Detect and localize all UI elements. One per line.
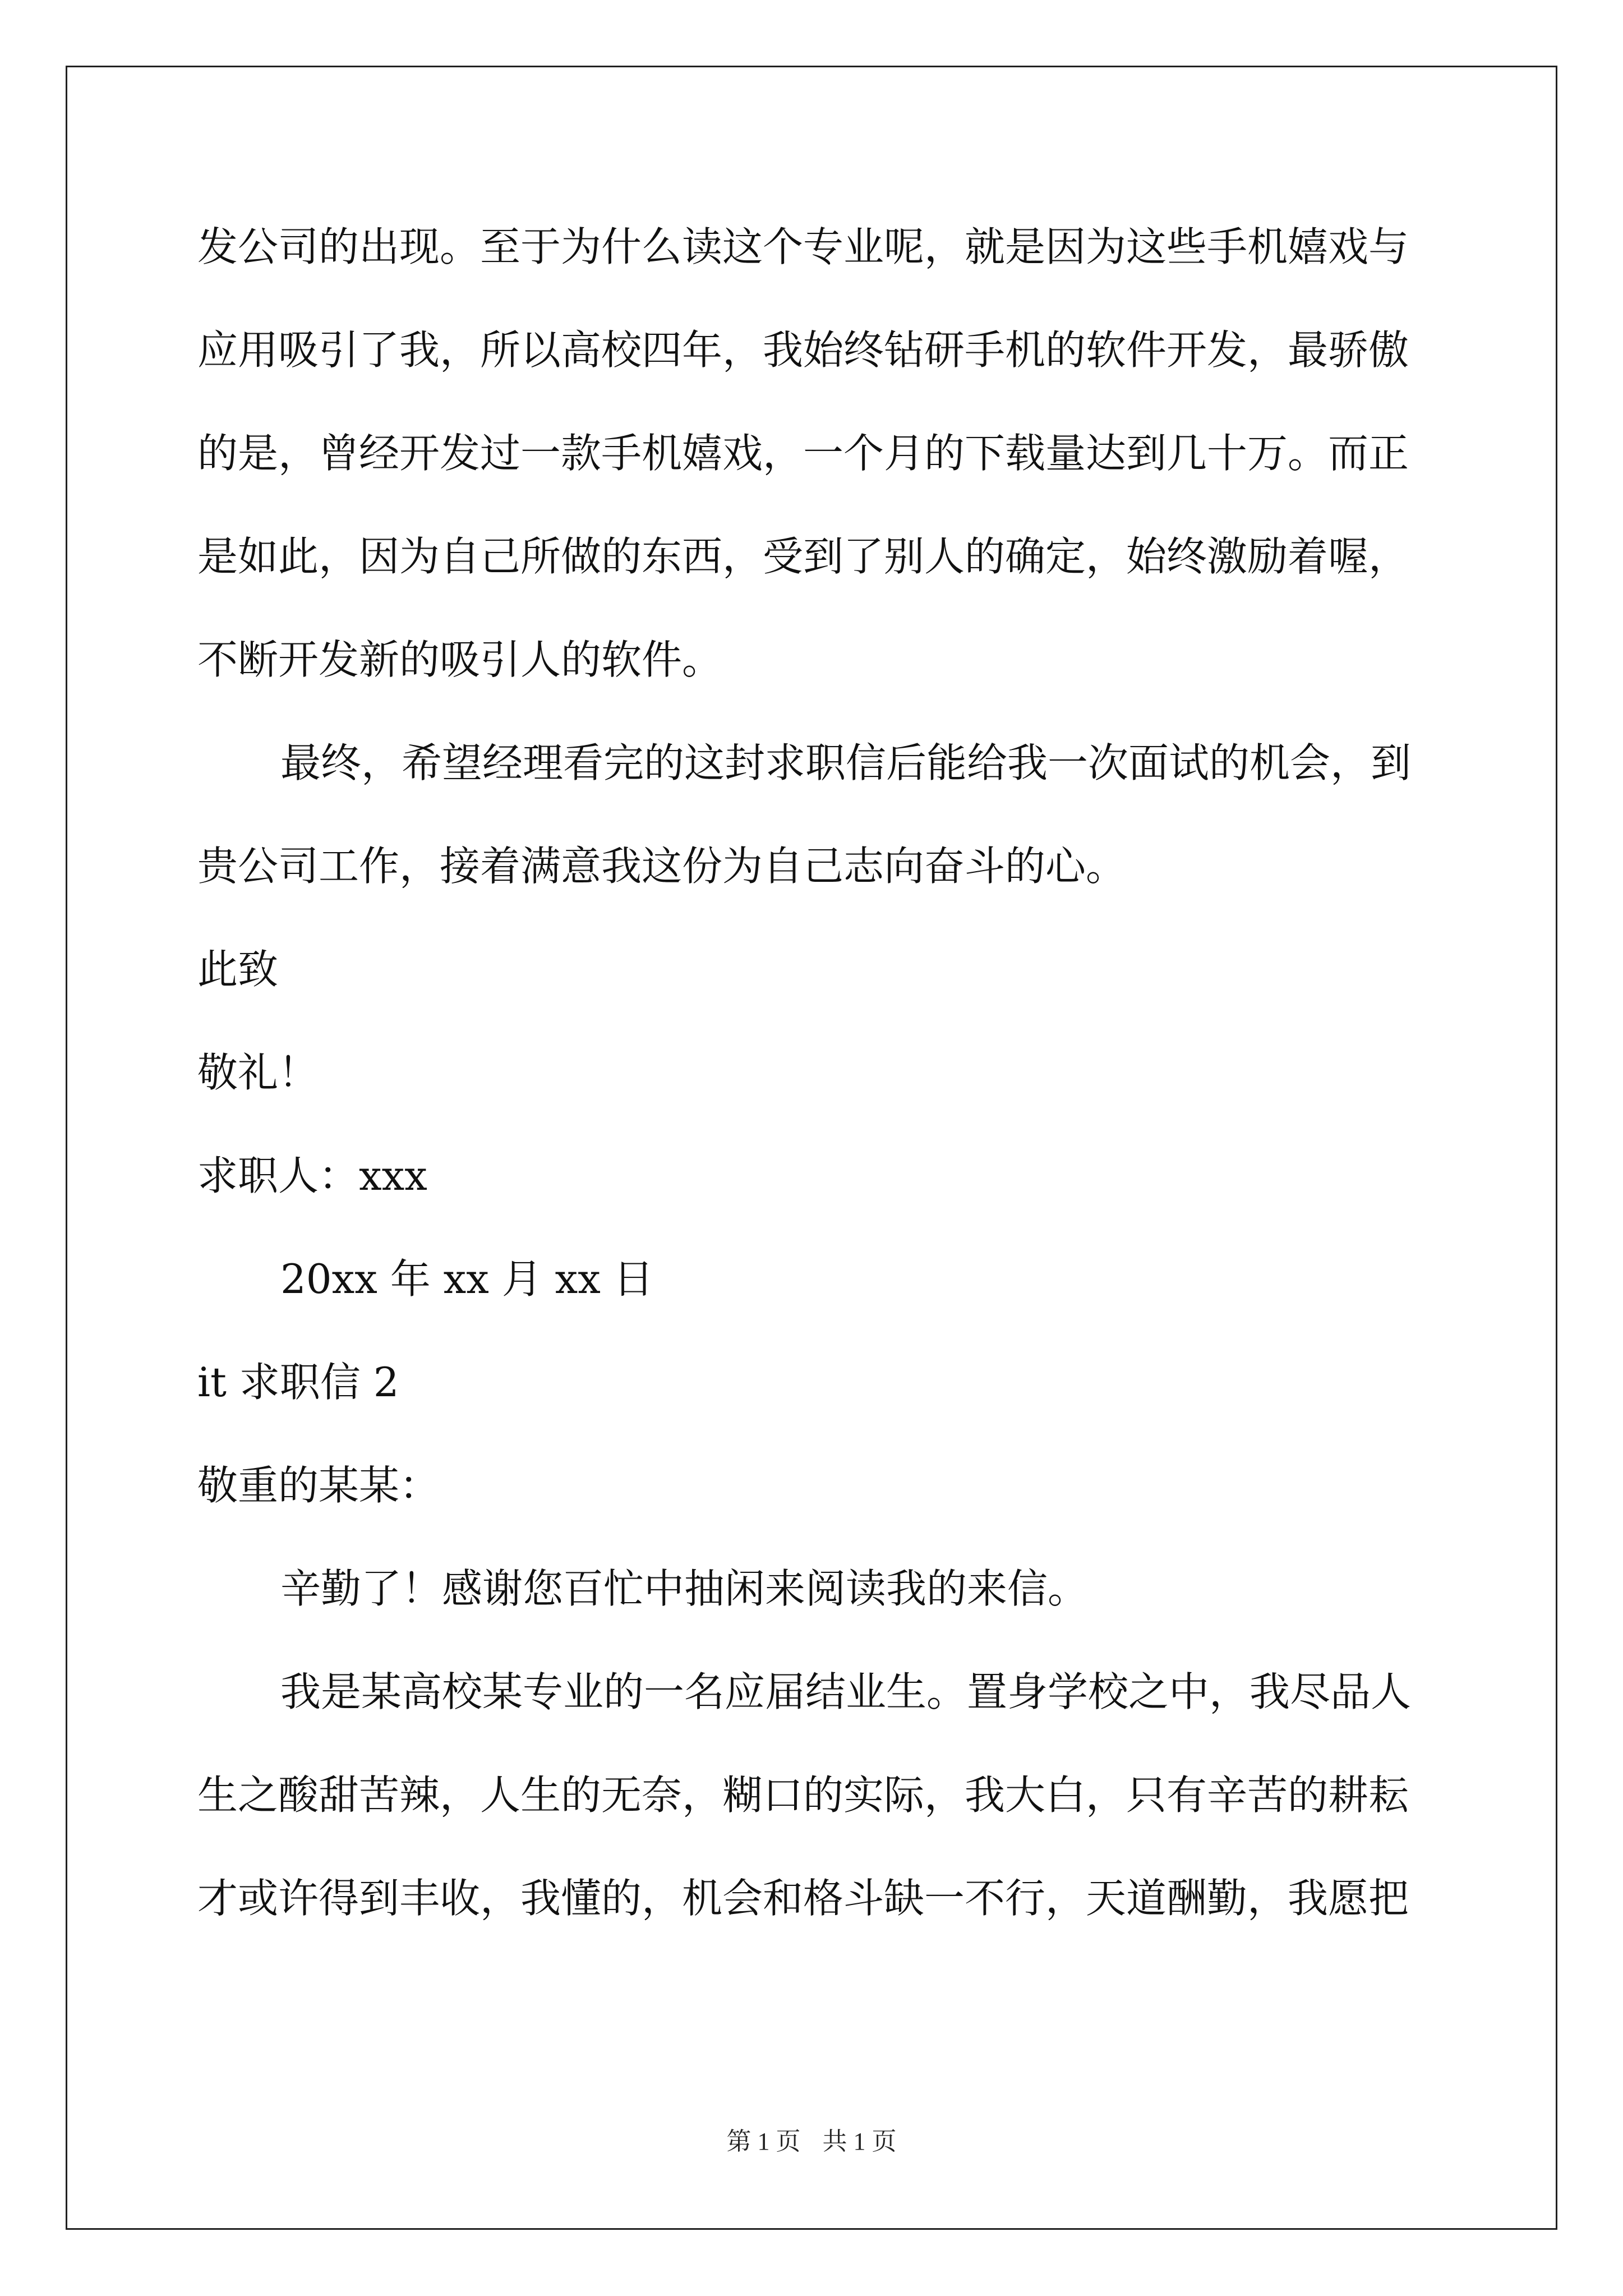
paragraph-line: 贵公司工作，接着满意我这份为自己志向奋斗的心。 [197, 843, 1127, 890]
paragraph-line: 发公司的出现。至于为什么读这个专业呢，就是因为这些手机嬉戏与 [197, 223, 1409, 270]
page-total: 共 1 页 [822, 2128, 897, 2155]
page-footer [0, 2125, 1623, 2159]
paragraph-line: 是如此，因为自己所做的东西，受到了别人的确定，始终激励着喔， [197, 533, 1409, 580]
closing-regards: 敬礼！ [197, 1049, 319, 1096]
paragraph-line: 生之酸甜苦辣，人生的无奈，糊口的实际，我大白，只有辛苦的耕耘 [197, 1772, 1409, 1819]
section-heading: it 求职信 2 [197, 1359, 399, 1406]
paragraph-line: 最终，希望经理看完的这封求职信后能给我一次面试的机会，到 [280, 739, 1412, 786]
signature-line: 求职人：xxx [197, 1152, 427, 1199]
paragraph-line: 我是某高校某专业的一名应届结业生。置身学校之中，我尽品人 [280, 1668, 1412, 1715]
paragraph-line: 才或许得到丰收，我懂的，机会和格斗缺一不行，天道酬勤，我愿把 [197, 1875, 1409, 1922]
paragraph-line: 应用吸引了我，所以高校四年，我始终钻研手机的软件开发，最骄傲 [197, 326, 1409, 374]
paragraph-line: 辛勤了！感谢您百忙中抽闲来阅读我的来信。 [280, 1565, 1089, 1612]
date-line: 20xx 年 xx 月 xx 日 [280, 1255, 654, 1303]
closing-salutation: 此致 [197, 946, 279, 993]
page-number: 第 1 页 [726, 2128, 801, 2155]
paragraph-line: 不断开发新的吸引人的软件。 [197, 636, 723, 683]
greeting-line: 敬重的某某： [197, 1462, 440, 1509]
paragraph-line: 的是，曾经开发过一款手机嬉戏，一个月的下载量达到几十万。而正 [197, 430, 1409, 477]
